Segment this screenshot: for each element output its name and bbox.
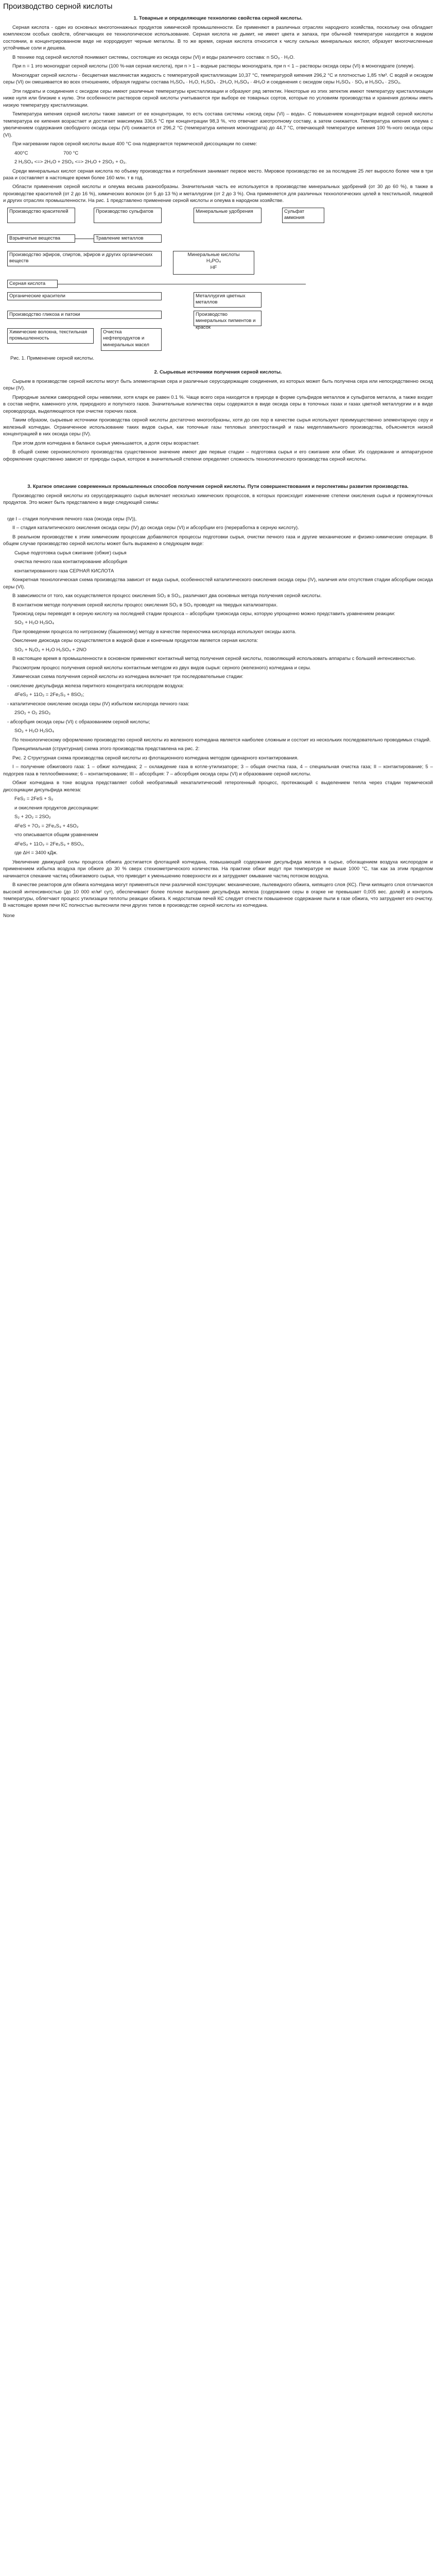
paragraph: В качестве реакторов для обжига колчедана могут применяться печи различной конструкции: механические, пылевидного обжига, кипящего слоя (КС). Печи кипящего слоя отличаются высокой интенсивностью (до 10 000 кг/м² сут), обеспечивают более полное выгорание дисульфида железа (содержание серы в огарке не превышает 0,005 вес. долей) и контроль температуры, облегчают процесс утилизации теплоты реакции обжига. К недостаткам печей КС следует отнести повышенное содержание пыли в газе обжига, что затрудняет его очистку. В настоящее время печи КС полностью вытеснили печи других типов в производстве серной кислоты из колчедана. [3,882,433,909]
scheme-text: Минеральные кислоты [187,251,240,258]
paragraph: что описывается общим уравнением [14,832,98,838]
section-2-heading: 2. Сырьевые источники получения серной кислоты. [154,369,282,376]
equation: S₂ + 2O₂ = 2SO₂ [14,814,51,820]
scheme-placeholder [3,509,433,516]
equation: 4FeS + 7O₂ = 2Fe₂S₃ + 4SO₂ [14,823,79,829]
process-step: Сырье подготовка сырья сжигание (обжиг) сырья [14,550,127,556]
paragraph: Моногидрат серной кислоты - бесцветная маслянистая жидкость с температурой кристаллизации 10,37 °С, температурой кипения 296,2 °С и плотностью 1,85 т/м³. С водой и оксидом серы (VI) он смешивается во всех отношениях, образуя гидраты состава H₂SO₄ · H₂O, H₂SO₄ · 2H₂O, H₂SO₄ · 4H₂O и соединения с оксидом серы H₂SO₄ · SO₃ и H₂SO₄ · 2SO₃. [3,72,433,86]
equation: где ΔН = 3400 кДж. [14,850,58,856]
central-box: Серная кислота [7,280,58,288]
scheme-text: H₃PO₄ [206,258,221,264]
footer-text: None [3,912,15,919]
paragraph: Серная кислота - один из основных многотоннажных продуктов химической промышленности. Ее применяют в различных отраслях народного хозяйства, поскольку она обладает комплексом особых свойств, облегчающих ее технологическое использование. Серная кислота не дымит, не имеет цвета и запаха, при обычной температуре находится в жидком состоянии, в концентрированном виде не корродирует черные металлы. В то же время, серная кислота относится к числу сильных минеральных кислот, образует многочисленные устойчивые соли и дешева. [3,24,433,52]
scheme-box [173,251,254,275]
scheme-box: Сульфат аммония [282,208,324,223]
scheme-box: Взрывчатые вещества [7,234,75,243]
paragraph: В реальном производстве к этим химическим процессам добавляются процессы подготовки сырья, очистки печного газа и другие механические и физико-химические операции. В общем случае производство серной кислоты может быть выражено в следующем виде: [3,534,433,547]
equation: SO₃ + H₂O H₂SO₄ [14,728,55,734]
paragraph: Сырьем в производстве серной кислоты могут быть элементарная сера и различные серусодержащие соединения, из которых может быть получена сера или непосредственно оксид серы (IV). [3,378,433,392]
paragraph: Производство серной кислоты из серусодержащего сырья включает несколько химических процессов, в которых происходит изменение степени окисления сырья и промежуточных продуктов. Это может быть представлено в виде следующей схемы: [3,493,433,506]
figure-caption: Рис. 1. Применение серной кислоты. [10,355,95,361]
scheme-box: Органические красители [7,292,162,300]
equation: 4FeS₂ + 11O₂ = 2Fe₂S₃ + 8SO₂, [14,841,84,847]
process-step: очистка печного газа контактирование абсорбция [14,559,128,565]
scheme-box: Производство эфиров, спиртов, эфиров и других органических веществ [7,251,162,266]
equation: 2SO₂ + O₂ 2SO₃ [14,710,51,716]
paragraph: Среди минеральных кислот серная кислота по объему производства и потребления занимает первое место. Мировое производство ее за последние 25 лет выросло более чем в три раза и составляет в настоящее время более 160 млн. т в год. [3,168,433,181]
scheme-text: HF [210,264,217,270]
paragraph: II – стадия каталитического окисления оксида серы (IV) до оксида серы (VI) и абсорбции его (переработка в серную кислоту). [12,525,299,531]
section-1-heading: 1. Товарные и определяющие технологию свойства серной кислоты. [133,15,303,22]
paragraph: где I – стадия получения печного газа (оксида серы (IV)), [7,516,137,522]
paragraph: и окисления продуктов диссоциации: [14,805,99,811]
paragraph: I – получение обжигового газа: 1 – обжиг колчедана; 2 – охлаждение газа в котле-утилизаторе; 3 – общая очистка газа, 4 – специальная очистка газа; II – контактирование; 5 – подогрев газа в теплообменнике; 6 – контактирование; III – абсорбция: 7 – абсорбция оксида серы (VI) и образование серной кислоты. [3,764,433,777]
equation: SO₂ + N₂O₃ + H₂O H₂SO₄ + 2NO [14,647,86,653]
formula-dissociation: 2 H₂SO₄ <=> 2H₂O + 2SO₃ <=> 2H₂O + 2SO₂ + O₂. [14,159,127,165]
paragraph: Химическая схема получения серной кислоты из колчедана включает три последовательные стадии: [12,674,243,680]
paragraph: Таким образом, сырьевые источники производства серной кислоты достаточно многообразны, хотя до сих пор в качестве сырья используют преимущественно элементарную серу и железный колчедан. Ограниченное использование таких видов сырья, как топочные газы тепловых электростанций и газы медеплавильного производства, объясняется низкой концентрацией в них оксида серы (IV). [3,417,433,437]
paragraph: Эти гидраты и соединения с оксидом серы имеют различные температуры кристаллизации и образуют ряд эвтектик. Некоторые из этих эвтектик имеют температуру кристаллизации ниже нуля или близкие к нулю. Эти особенности растворов серной кислоты учитываются при выборе ее товарных сортов, которые по условиям производства и хранения должны иметь низкую температуру кристаллизации. [3,88,433,108]
paragraph: При проведении процесса по нитрозному (башенному) методу в качестве переносчика кислорода используют оксиды азота. [12,629,297,635]
scheme-box: Металлургия цветных металлов [194,292,261,308]
paragraph: При n = 1 это моногидрат серной кислоты (100 %-ная серная кислота), при n > 1 – водные растворы моногидрата, при n < 1 – растворы оксида серы (VI) в моногидрате (олеум). [12,63,415,70]
paragraph: Рассмотрим процесс получения серной кислоты контактным методом из двух видов сырья: серного (железного) колчедана и серы. [12,665,311,671]
scheme-box: Производство сульфатов [94,208,162,223]
scheme-box: Травление металлов [94,234,162,243]
paragraph: В настоящее время в промышленности в основном применяют контактный метод получения серной кислоты, позволяющий использовать аппараты с большей интенсивностью. [12,656,416,662]
paragraph: По технологическому оформлению производство серной кислоты из железного колчедана является наиболее сложным и состоит из нескольких последовательно проводимых стадий. [12,737,431,743]
paragraph: Триоксид серы переводят в серную кислоту на последней стадии процесса – абсорбции триоксида серы, которую упрощенно можно представить уравнением реакции: [12,611,395,617]
paragraph: В общей схеме сернокислотного производства существенное значение имеют две первые стадии – подготовка сырья и его сжигание или обжиг. Их содержание и аппаратурное оформление существенно зависят от природы сырья, которое в значительной степени определяет сложность технологического производства серной кислоты. [3,449,433,462]
equation: SO₃ + H₂O H₂SO₄ [14,620,55,626]
scheme-box: Минеральные удобрения [194,208,261,223]
paragraph: Природные залежи самородной серы невелики, хотя кларк ее равен 0.1 %. Чаще всего сера находится в природе в форме сульфидов металлов и сульфатов металла, а также входит в состав нефти, каменного угля, природного и попутного газов. Значительные количества серы содержатся в виде оксида серы в топочных газах и газах цветной металлургии и в виде сероводорода, выделяющегося при очистке горючих газов. [3,394,433,414]
scheme-box: Химические волокна, текстильная промышленность [7,328,94,344]
stage-line: - окисление дисульфида железа пиритного концентрата кислородом воздуха: [7,683,184,689]
page-title: Производство серной кислоты [3,2,113,11]
paragraph: Увеличение движущей силы процесса обжига достигается флотацией колчедана, повышающей содержание дисульфида железа в сырье, обогащением воздуха кислородом и применением избытка воздуха при обжиге до 30 % сверх стехиометрического количества. На практике обжиг ведут при температуре не выше 1000 °С, так как за этим пределом начинается спекание частиц обжигаемого сырья, что приводит к уменьшению поверхности их и затрудняет омывание частиц потоком воздуха. [3,859,433,879]
scheme-box: Производство минеральных пигментов и красок [194,311,261,326]
scheme-box: Производство красителей [7,208,75,223]
paragraph: В технике под серной кислотой понимают системы, состоящие из оксида серы (VI) и воды различного состава: n SO₃ · H₂O. [12,54,295,60]
process-step: контактированного газа СЕРНАЯ КИСЛОТА [14,568,114,574]
paragraph: При нагревании паров серной кислоты выше 400 °С она подвергается термической диссоциации по схеме: [12,141,257,147]
paragraph: Обжиг колчедана в токе воздуха представляет собой необратимый некаталитический гетерогенный процесс, протекающий с выделением тепла через стадии термической диссоциации дисульфида железа: [3,780,433,793]
applications-scheme [3,208,433,353]
paragraph: Принципиальная (структурная) схема этого производства представлена на рис. 2: [12,746,200,752]
paragraph: Рис. 2 Структурная схема производства серной кислоты из флотационного колчедана методом одинарного контактирования. [12,755,299,761]
equation: FeS₂ = 2FeS + S₂ [14,796,54,802]
paragraph: Области применения серной кислоты и олеума весьма разнообразны. Значительная часть ее используется в производстве минеральных удобрений (от 30 до 60 %), в также в производстве красителей (от 2 до 16 %), химических волокон (от 5 до 13 %) и металлургии (от 2 до 3 %). Она применяется для различных технологических целей в текстильной, пищевой и других отраслях промышленности. На рис. 1 представлено применение серной кислоты и олеума в народном хозяйстве. [3,184,433,204]
scheme-box: Производство гликоза и патоки [7,311,162,319]
paragraph: Температура кипения серной кислоты также зависит от ее концентрации, то есть состава системы «оксид серы (VI) – вода». С повышением концентрации водной серной кислоты температура ее кипения возрастает и достигает максимума 336,5 °С при концентрации 98,3 %, что отвечает азеотропному составу, а затем снижается. Температура кипения олеума с увеличением содержания свободного оксида серы (VI) снижается от 296,2 °С (температура кипения моногидрата) до 44,7 °С, отвечающей температуре кипения 100 %-ного оксида серы (VI). [3,111,433,138]
equation: 4FeS₂ + 11O₂ = 2Fe₂S₃ + 8SO₂; [14,692,84,698]
paragraph: В контактном методе получения серной кислоты процесс окисления SO₂ в SO₃ проводят на твердых катализаторах. [12,602,278,608]
paragraph: В зависимости от того, как осуществляется процесс окисления SO₂ в SO₃, различают два основных метода получения серной кислоты. [12,593,322,599]
scheme-box: Очистка нефтепродуктов и минеральных масел [101,328,162,351]
paragraph: Окисление диоксида серы осуществляется в жидкой фазе и конечным продуктом является серная кислота: [12,638,258,644]
formula-temperatures: 400°С 700 °С [14,150,79,156]
paragraph: Конкретная технологическая схема производства зависит от вида сырья, особенностей каталитического окисления оксида серы (IV), наличия или отсутствия стадии абсорбции оксида серы (VI). [3,577,433,590]
stage-line: - абсорбция оксида серы (VI) с образованием серной кислоты; [7,719,150,725]
paragraph: При этом доля колчедана в балансе сырья уменьшается, а доля серы возрастает. [12,440,200,446]
section-3-heading: 3. Краткое описание современных промышленных способов получения серной кислоты. Пути совершенствования и перспективы развития производства. [27,484,409,490]
document [0,0,436,919]
stage-line: - каталитическое окисление оксида серы (IV) избытком кислорода печного газа: [7,701,189,707]
